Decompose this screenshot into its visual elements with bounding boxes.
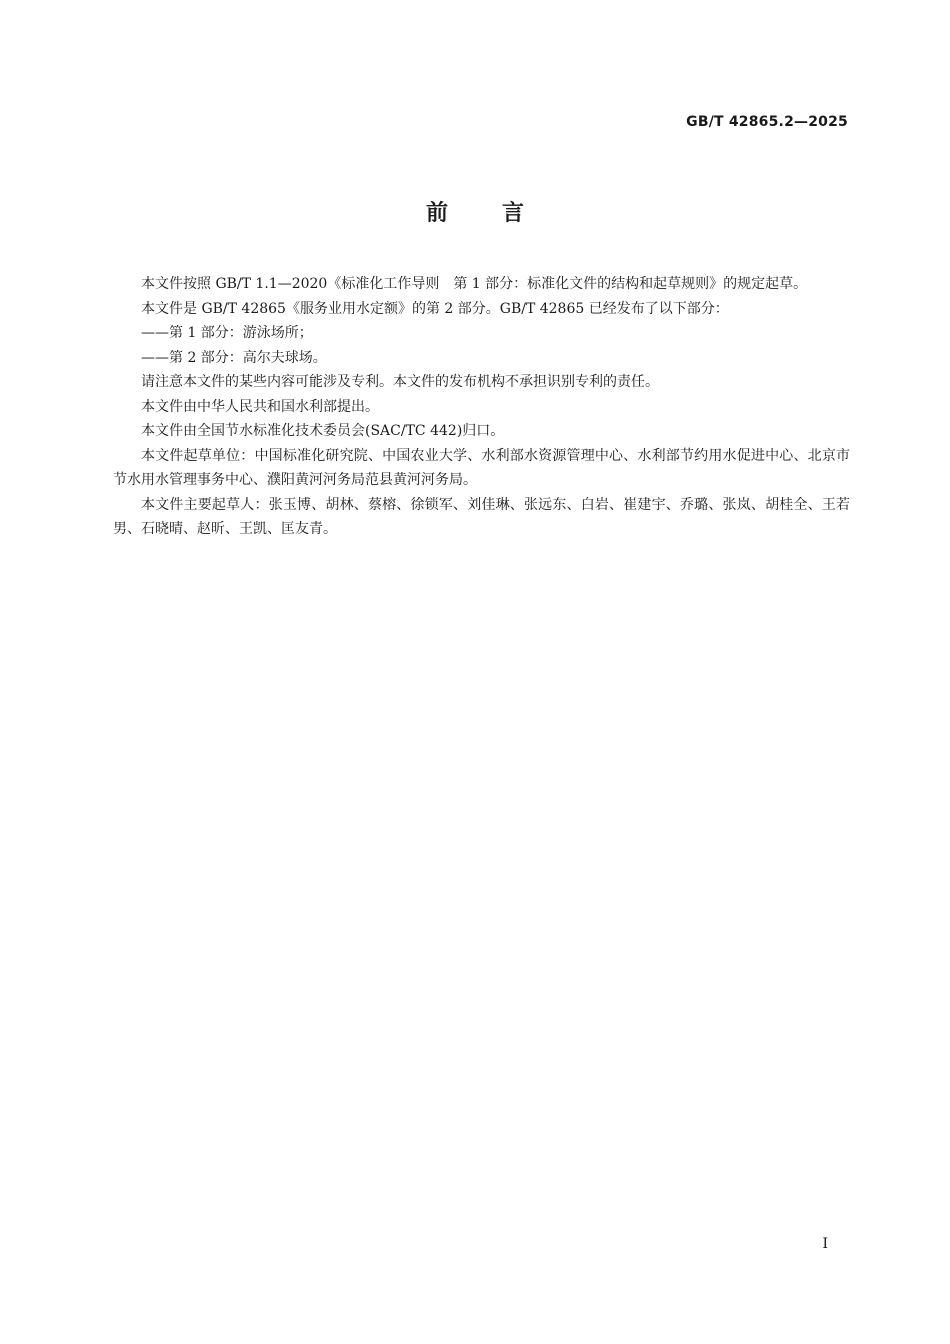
standard-number: GB/T 42865.2—2025 xyxy=(686,114,848,130)
list-item-part-1: ——第 1 部分：游泳场所； xyxy=(141,325,313,341)
foreword-body xyxy=(113,272,850,542)
paragraph-drafting-organizations: 本文件起草单位：中国标准化研究院、中国农业大学、水利部水资源管理中心、水利部节约用水促进中心、北京市节水用水管理事务中心、濮阳黄河河务局范县黄河河务局。 xyxy=(113,447,850,488)
page-number: I xyxy=(822,1236,828,1252)
paragraph-drafting-rules: 本文件按照 GB/T 1.1—2020《标准化工作导则 第 1 部分：标准化文件的结构和起草规则》的规定起草。 xyxy=(141,276,808,292)
list-item-part-2: ——第 2 部分：高尔夫球场。 xyxy=(141,349,327,366)
paragraph-patent-notice: 请注意本文件的某些内容可能涉及专利。本文件的发布机构不承担识别专利的责任。 xyxy=(141,374,659,390)
paragraph-part-statement: 本文件是 GB/T 42865《服务业用水定额》的第 2 部分。GB/T 42865 已经发布了以下部分： xyxy=(141,300,729,317)
paragraph-technical-committee: 本文件由全国节水标准化技术委员会(SAC/TC 442)归口。 xyxy=(141,423,505,439)
paragraph-proposer: 本文件由中华人民共和国水利部提出。 xyxy=(141,398,379,415)
page-title: 前言 xyxy=(425,201,578,226)
paragraph-drafters: 本文件主要起草人：张玉博、胡林、蔡榕、徐锁军、刘佳琳、张远东、白岩、崔建宇、乔璐、张岚、胡桂全、王若男、石晓晴、赵昕、王凯、匡友青。 xyxy=(113,496,850,537)
